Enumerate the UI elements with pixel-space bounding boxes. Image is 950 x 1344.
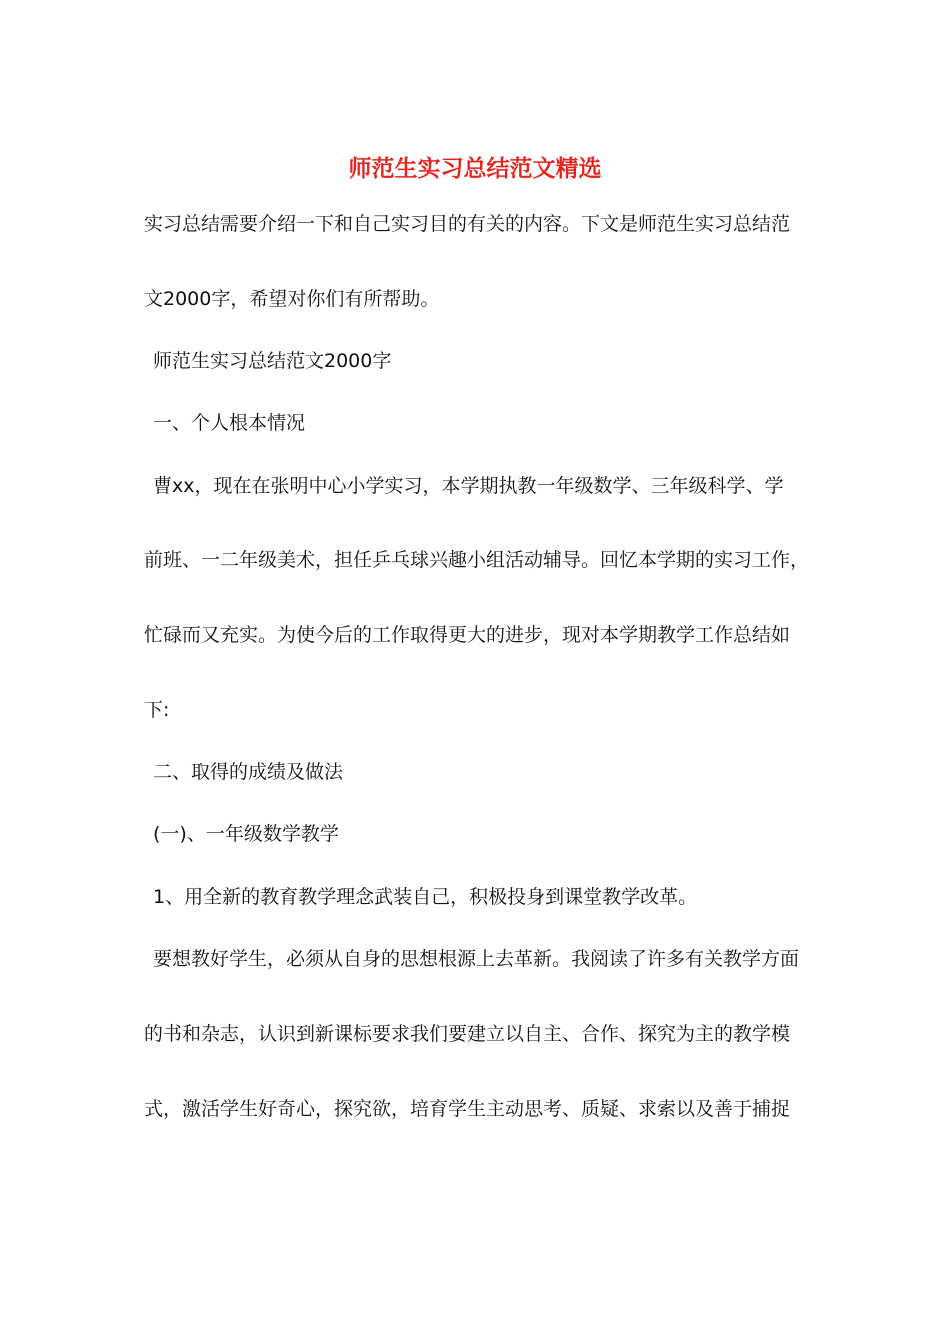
paragraph-line: 1、用全新的教育教学理念武装自己，积极投身到课堂教学改革。 [153,886,698,908]
paragraph-line: 的书和杂志，认识到新课标要求我们要建立以自主、合作、探究为主的教学模 [144,1023,791,1045]
paragraph-line: 忙碌而又充实。为使今后的工作取得更大的进步，现对本学期教学工作总结如 [144,624,791,646]
paragraph-line: 实习总结需要介绍一下和自己实习目的有关的内容。下文是师范生实习总结范 [144,213,791,235]
paragraph-line: 下: [144,699,170,721]
section-heading: 师范生实习总结范文2000字 [153,350,392,372]
paragraph-line: 式，激活学生好奇心，探究欲，培育学生主动思考、质疑、求索以及善于捕捉 [144,1098,791,1120]
paragraph-line: 要想教好学生，必须从自身的思想根源上去革新。我阅读了许多有关教学方面 [153,948,800,970]
paragraph-line: 曹xx，现在在张明中心小学实习，本学期执教一年级数学、三年级科学、学 [153,475,784,497]
section-heading: 二、取得的成绩及做法 [153,761,344,783]
section-heading: (一)、一年级数学教学 [153,823,339,845]
section-heading: 一、个人根本情况 [153,412,306,434]
paragraph-line: 文2000字，希望对你们有所帮助。 [144,288,440,310]
paragraph-line: 前班、一二年级美术，担任乒乓球兴趣小组活动辅导。回忆本学期的实习工作， [144,549,810,571]
document-title: 师范生实习总结范文精选 [348,156,602,182]
